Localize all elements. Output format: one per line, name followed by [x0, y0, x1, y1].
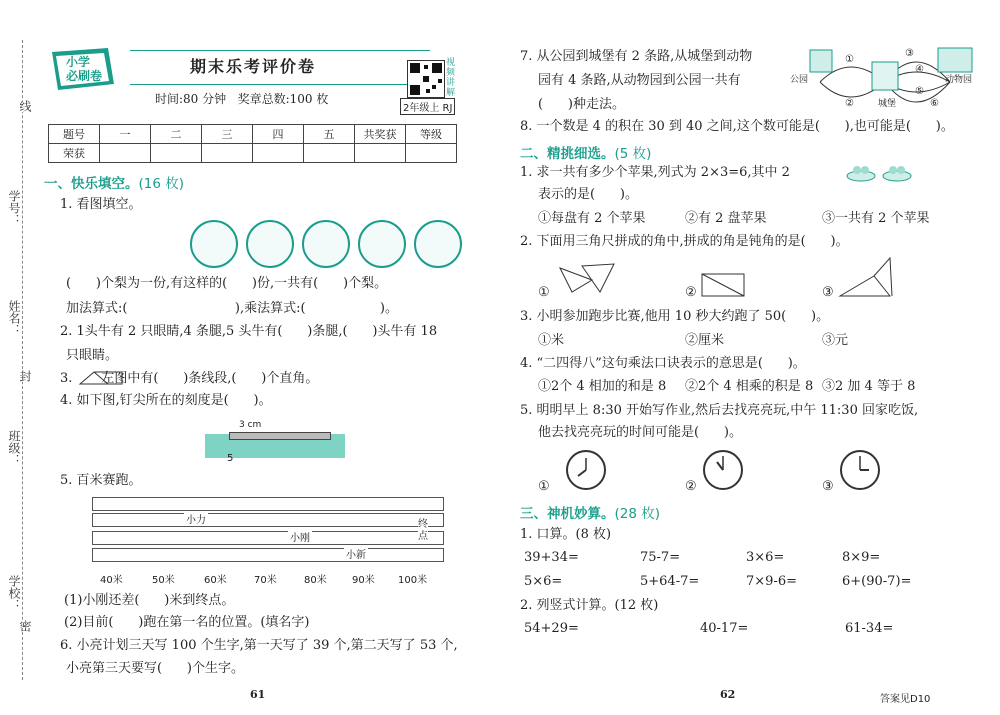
q5-part1: (1)小刚还差( )米到终点。 [64, 593, 235, 608]
q2-line1: 2. 1头牛有 2 只眼睛,4 条腿,5 头牛有( )条腿,( )头牛有 18 [60, 324, 438, 339]
score-cell[interactable] [151, 144, 202, 163]
s3-q1-text: 1. 口算。(8 枚) [520, 527, 612, 542]
q4-text: 4. 如下图,钉尖所在的刻度是( )。 [60, 393, 272, 408]
score-table-header: 等级 [406, 125, 457, 144]
distance-tick: 40米 [100, 575, 123, 586]
page-left [40, 0, 480, 715]
apple-plates-icon [845, 160, 915, 182]
s2-q2-option[interactable]: ① [538, 285, 550, 300]
runner-label: 小新 [344, 546, 368, 561]
map-label-zoo: 动物园 [945, 75, 973, 85]
calc-item: 5+64-7= [640, 574, 700, 589]
score-table-header: 一 [100, 125, 151, 144]
qr-caption: 视频讲解 [446, 58, 456, 98]
header-rule-top [130, 50, 430, 51]
school-label: 学校： [7, 575, 21, 611]
q2-line2: 只眼睛。 [66, 348, 119, 363]
route-number: ⑥ [930, 98, 939, 109]
page-number: 61 [250, 688, 266, 701]
score-cell[interactable] [100, 144, 151, 163]
lane [92, 548, 444, 562]
q1-line2: 加法算式:( ),乘法算式:( )。 [66, 301, 399, 316]
runner-label: 小刚 [288, 529, 312, 544]
s2-q3-option[interactable]: ①米 [538, 333, 565, 348]
distance-tick: 60米 [204, 575, 227, 586]
triangle-ruler-angle-icon [558, 262, 618, 298]
map-label-park: 公园 [790, 75, 809, 85]
s2-q5-option[interactable]: ③ [822, 479, 834, 494]
q7-line3: ( )种走法。 [538, 97, 625, 112]
ruler-figure [205, 418, 345, 464]
q5-text: 5. 百米赛跑。 [60, 473, 142, 488]
pear-groups [190, 220, 450, 270]
calc-item: 61-34= [845, 621, 894, 636]
seal-label-seal: 封 [18, 370, 32, 382]
exam-meta: 时间:80 分钟 奖章总数:100 枚 [155, 92, 329, 106]
q8-text: 8. 一个数是 4 的积在 30 到 40 之间,这个数可能是( ),也可能是( )。 [520, 119, 954, 134]
s2-q3-text: 3. 小明参加跑步比赛,他用 10 秒大约跑了 50( )。 [520, 309, 830, 324]
score-cell[interactable] [202, 144, 253, 163]
map-label-castle: 城堡 [878, 99, 897, 109]
clock-icon [840, 450, 880, 490]
ruler-measure-label: 3 cm [239, 420, 262, 430]
s2-q2-option[interactable]: ② [685, 285, 697, 300]
route-number: ④ [915, 64, 924, 75]
route-map [790, 42, 980, 114]
nail-icon [229, 432, 331, 440]
calc-item: 5×6= [524, 574, 563, 589]
section-coins: (28 枚) [614, 506, 661, 522]
s2-q3-option[interactable]: ③元 [822, 333, 849, 348]
race-track [92, 495, 452, 567]
logo-text: 小学 必刷卷 [66, 55, 103, 83]
class-label: 班级： [7, 430, 21, 466]
s2-q5-option[interactable]: ① [538, 479, 550, 494]
score-table-header: 二 [151, 125, 202, 144]
pear-group-icon [358, 220, 406, 268]
q5-part2: (2)目前( )跑在第一名的位置。(填名字) [64, 615, 310, 630]
grade-tag: 2年级上 RJ [400, 98, 455, 115]
q1-line1: ( )个梨为一份,有这样的( )份,一共有( )个梨。 [66, 276, 388, 291]
lane [92, 513, 444, 527]
section-coins: (5 枚) [614, 146, 652, 162]
q7-line2: 园有 4 条路,从动物园到公园一共有 [538, 73, 741, 88]
s2-q5-line1: 5. 明明早上 8:30 开始写作业,然后去找亮亮玩,中午 11:30 回家吃饭, [520, 403, 919, 418]
finish-label: 终点 [418, 519, 428, 542]
score-table-header: 五 [304, 125, 355, 144]
score-table-row-label: 荣获 [49, 144, 100, 163]
s2-q2-option[interactable]: ③ [822, 285, 834, 300]
score-cell[interactable] [253, 144, 304, 163]
calc-item: 3×6= [746, 550, 785, 565]
page-number: 62 [720, 688, 736, 701]
clock-icon [566, 450, 606, 490]
clock-icon [703, 450, 743, 490]
s2-q1-option[interactable]: ②有 2 盘苹果 [685, 211, 767, 226]
exam-title: 期末乐考评价卷 [190, 57, 317, 76]
score-table-header: 题号 [49, 125, 100, 144]
score-table-header: 共奖获 [355, 125, 406, 144]
section-1-heading [44, 172, 184, 192]
s2-q5-line2: 他去找亮亮玩的时间可能是( )。 [538, 425, 742, 440]
calc-item: 75-7= [640, 550, 681, 565]
calc-item: 7×9-6= [746, 574, 797, 589]
seal-label-secret: 密 [18, 620, 32, 632]
s2-q4-option[interactable]: ①2个 4 相加的和是 8 [538, 379, 667, 394]
page-right [520, 0, 990, 715]
section-coins: (16 枚) [138, 176, 185, 192]
q6-line2: 小亮第三天要写( )个生字。 [66, 661, 244, 676]
lane [92, 497, 444, 511]
calc-item: 40-17= [700, 621, 749, 636]
trapezoid-figure-icon [78, 370, 124, 386]
section-title: 三、神机妙算。 [520, 506, 615, 522]
calc-item: 39+34= [524, 550, 579, 565]
q1-title: 1. 看图填空。 [60, 197, 142, 212]
distance-tick: 50米 [152, 575, 175, 586]
seal-label-line: 线 [18, 100, 32, 112]
score-table-header: 三 [202, 125, 253, 144]
s3-q2-text: 2. 列竖式计算。(12 枚) [520, 598, 659, 613]
lane [92, 531, 444, 545]
s2-q1-option[interactable]: ③一共有 2 个苹果 [822, 211, 930, 226]
q3-text: 3. 左图中有( )条线段,( )个直角。 [60, 371, 319, 386]
calc-item: 8×9= [842, 550, 881, 565]
s2-q1-option[interactable]: ①每盘有 2 个苹果 [538, 211, 646, 226]
section-title: 一、快乐填空。 [44, 176, 139, 192]
score-table-award-row [49, 144, 457, 163]
q6-line1: 6. 小亮计划三天写 100 个生字,第一天写了 39 个,第二天写了 53 个, [60, 638, 458, 653]
s2-q5-option[interactable]: ② [685, 479, 697, 494]
s2-q2-text: 2. 下面用三角尺拼成的角中,拼成的角是钝角的是( )。 [520, 234, 849, 249]
s2-q1-line1: 1. 求一共有多少个苹果,列式为 2×3=6,其中 2 [520, 165, 790, 180]
qr-code-icon[interactable] [407, 60, 445, 98]
s2-q1-line2: 表示的是( )。 [538, 187, 638, 202]
distance-axis [100, 571, 480, 585]
score-table [48, 124, 457, 163]
section-3-heading [520, 502, 660, 522]
route-number: ⑤ [915, 86, 924, 97]
section-title: 二、精挑细选。 [520, 146, 615, 162]
q7-line1: 7. 从公园到城堡有 2 条路,从城堡到动物 [520, 49, 753, 64]
score-cell[interactable] [355, 144, 406, 163]
s2-q3-option[interactable]: ②厘米 [685, 333, 725, 348]
distance-tick: 100米 [398, 575, 428, 586]
triangle-ruler-angle-icon [700, 270, 746, 298]
student-id-label: 学号： [7, 190, 21, 226]
runner-label: 小力 [184, 511, 208, 526]
distance-tick: 70米 [254, 575, 277, 586]
calc-item: 54+29= [524, 621, 579, 636]
route-number: ① [845, 54, 854, 65]
route-number: ③ [905, 48, 914, 59]
answer-reference[interactable]: 答案见D10 [880, 694, 931, 705]
header-rule-bottom [130, 84, 430, 85]
s2-q4-option[interactable]: ③2 加 4 等于 8 [822, 379, 916, 394]
calc-item: 6+(90-7)= [842, 574, 912, 589]
section-2-heading [520, 142, 651, 162]
score-cell[interactable] [304, 144, 355, 163]
binding-margin [0, 0, 38, 715]
pear-group-icon [246, 220, 294, 268]
score-cell[interactable] [406, 144, 457, 163]
triangle-ruler-angle-icon [838, 256, 894, 300]
pear-group-icon [414, 220, 462, 268]
s2-q4-option[interactable]: ②2个 4 相乘的积是 8 [685, 379, 814, 394]
distance-tick: 90米 [352, 575, 375, 586]
brand-logo [48, 44, 118, 94]
score-table-header-row [49, 125, 457, 144]
score-table-header: 四 [253, 125, 304, 144]
ruler-number: 5 [227, 453, 234, 464]
pear-group-icon [302, 220, 350, 268]
name-label: 姓名： [7, 300, 21, 336]
route-number: ② [845, 98, 854, 109]
distance-tick: 80米 [304, 575, 327, 586]
s2-q4-text: 4. “二四得八”这句乘法口诀表示的意思是( )。 [520, 356, 806, 371]
pear-group-icon [190, 220, 238, 268]
